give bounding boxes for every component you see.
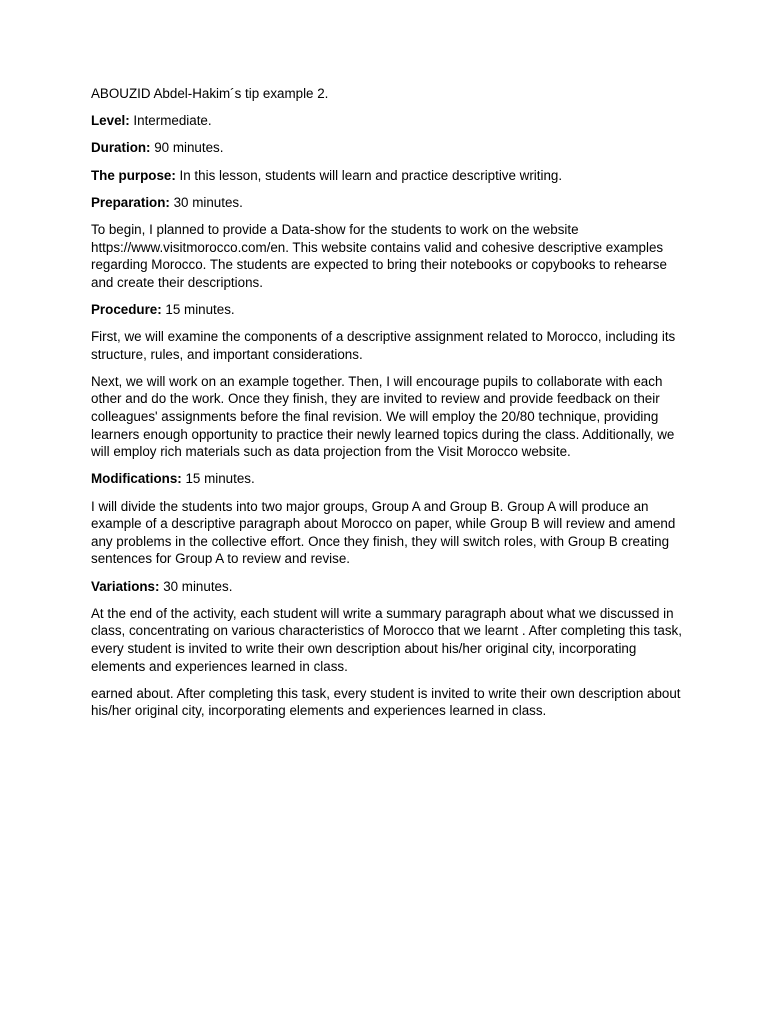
procedure-paragraph-2: Next, we will work on an example together. Then, I will encourage pupils to collaborate with each other and do the work. Once they finish, they are invited to review and provide feedback on their colleagues' assignments before the final revision. We will employ the 20/80 technique, providing learners enough opportunity to practice their newly learned topics during the class. Additionally, we will employ rich materials such as data projection from the Visit Morocco website. <box>91 373 675 460</box>
modifications-label: Modifications: <box>91 471 182 487</box>
level-value: Intermediate. <box>129 113 212 129</box>
variations-paragraph-1: At the end of the activity, each student will write a summary paragraph about what we discussed in class, concentrating on various characteristics of Morocco that we learnt . After completing this task, every student is invited to write their own description about his/her original city, incorporating elements and experiences learned in class. <box>91 605 682 674</box>
preparation-line <box>91 194 683 212</box>
document-title: ABOUZID Abdel-Hakim´s tip example 2. <box>91 86 329 101</box>
preparation-label: Preparation: <box>91 194 170 210</box>
purpose-line <box>91 167 683 185</box>
duration-line <box>91 139 683 157</box>
procedure-paragraph-1: First, we will examine the components of a descriptive assignment related to Morocco, including its structure, rules, and important considerations. <box>91 329 676 362</box>
variations-line <box>91 578 683 596</box>
purpose-label: The purpose: <box>91 167 176 183</box>
variations-paragraph-2: earned about. After completing this task, every student is invited to write their own description about his/her original city, incorporating elements and experiences learned in class. <box>91 685 681 719</box>
variations-value: 30 minutes. <box>159 578 233 594</box>
level-line <box>91 112 683 130</box>
procedure-label: Procedure: <box>91 301 162 317</box>
document-page <box>91 85 683 730</box>
modifications-paragraph: I will divide the students into two major groups, Group A and Group B. Group A will produce an example of a descriptive paragraph about Morocco on paper, while Group B will review and amend any problems in the collective effort. Once they finish, they will switch roles, with Group B creating sentences for Group A to review and revise. <box>91 498 676 567</box>
duration-label: Duration: <box>91 140 151 156</box>
preparation-value: 30 minutes. <box>169 194 243 210</box>
level-label: Level: <box>91 113 130 129</box>
purpose-value: In this lesson, students will learn and practice descriptive writing. <box>175 167 563 183</box>
procedure-line <box>91 301 683 319</box>
modifications-value: 15 minutes. <box>181 471 255 487</box>
procedure-value: 15 minutes. <box>161 301 235 317</box>
duration-value: 90 minutes. <box>150 140 224 156</box>
variations-label: Variations: <box>91 578 160 594</box>
preparation-paragraph: To begin, I planned to provide a Data-show for the students to work on the website https://www.visitmorocco.com/en. This website contains valid and cohesive descriptive examples regarding Morocco. The students are expected to bring their notebooks or copybooks to rehearse and create their descriptions. <box>91 221 667 290</box>
modifications-line <box>91 470 683 488</box>
